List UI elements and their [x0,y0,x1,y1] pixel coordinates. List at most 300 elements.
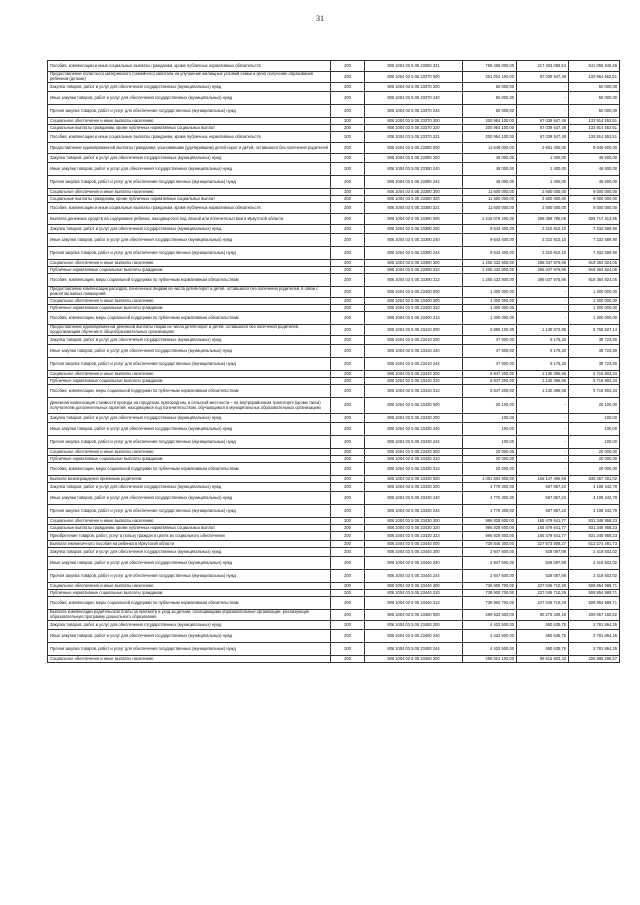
table-row [48,234,620,247]
name-cell: Пособия, компенсации и иные социальные выплаты гражданам, кроме публичных нормативных обязательств [48,61,331,72]
unexecuted-amount-cell: 7 332 589,90 [569,225,620,234]
name-cell: Пособия, компенсации и иные социальные выплаты гражданам, кроме публичных нормативных обязательств [48,132,331,143]
line-code-cell: 200 [331,189,365,196]
unexecuted-amount-cell: 4 108 442,78 [569,492,620,505]
executed-amount-cell: - [517,423,569,436]
executed-amount-cell: 9 176,20 [517,358,569,371]
unexecuted-amount-cell: 20 000,00 [569,449,620,456]
table-row [48,214,620,225]
classification-code-cell: 806 1004 03 5 05 23420 300 [365,449,463,456]
executed-amount-cell: 2 310 810,10 [517,247,569,260]
executed-amount-cell: 286 047 975,95 [517,274,569,287]
unexecuted-amount-cell: 9 000 000,00 [569,189,620,196]
classification-code-cell: 806 1004 03 5 05 23410 000 [365,325,463,336]
unexecuted-amount-cell: 5 716 803,34 [569,385,620,398]
unexecuted-amount-cell: 9 000 000,00 [569,203,620,214]
executed-amount-cell: 286 047 975,95 [517,267,569,274]
approved-amount-cell: 299 933 600,00 [463,610,517,621]
line-code-cell: 200 [331,630,365,643]
unexecuted-amount-cell: 3 781 864,25 [569,643,620,656]
line-code-cell: 200 [331,385,365,398]
executed-amount-cell: 165 479 641,77 [517,525,569,532]
unexecuted-amount-cell: 46 600,00 [569,163,620,176]
unexecuted-amount-cell: 46 600,00 [569,176,620,189]
table-row [48,532,620,541]
name-cell: Закупка товаров, работ и услуг для обеспечения государственных (муниципальных) нужд [48,154,331,163]
table-row [48,548,620,557]
executed-amount-cell: 528 097,98 [517,570,569,583]
approved-amount-cell: 1 300 000,00 [463,298,517,305]
table-row [48,371,620,378]
classification-code-cell: 806 1004 03 5 05 23450 244 [365,643,463,656]
table-row [48,518,620,525]
name-cell: Социальное обеспечение и иные выплаты населению [48,583,331,590]
executed-amount-cell: 650 635,75 [517,643,569,656]
unexecuted-amount-cell: 509 854 989,71 [569,583,620,590]
line-code-cell: 200 [331,225,365,234]
unexecuted-amount-cell: 5 716 803,34 [569,378,620,385]
executed-amount-cell: - [517,287,569,298]
line-code-cell: 200 [331,643,365,656]
executed-amount-cell: 9 176,20 [517,345,569,358]
classification-code-cell: 806 1004 03 5 05 23410 200 [365,336,463,345]
approved-amount-cell: 4 432 500,00 [463,630,517,643]
approved-amount-cell: 996 828 600,00 [463,518,517,525]
table-row [48,345,620,358]
classification-code-cell: 806 1004 03 5 05 23400 313 [365,312,463,325]
unexecuted-amount-cell: 831 348 958,23 [569,525,620,532]
unexecuted-amount-cell: 50 000,00 [569,83,620,92]
unexecuted-amount-cell: 7 332 589,90 [569,247,620,260]
line-code-cell: 200 [331,532,365,541]
classification-code-cell: 806 1004 03 5 05 23390 240 [365,234,463,247]
executed-amount-cell: - [517,305,569,312]
approved-amount-cell: 295 501 100,00 [463,656,517,663]
unexecuted-amount-cell: 919 384 824,05 [569,274,620,287]
executed-amount-cell: 227 573 808,27 [517,541,569,548]
classification-code-cell: 806 1004 03 5 05 23380 300 [365,189,463,196]
approved-amount-cell: 2 947 600,00 [463,548,517,557]
name-cell: Закупка товаров, работ и услуг для обеспечения государственных (муниципальных) нужд [48,83,331,92]
line-code-cell: 200 [331,61,365,72]
name-cell: Иные закупки товаров, работ и услуг для обеспечения государственных (муниципальных) нужд [48,630,331,643]
line-code-cell: 200 [331,505,365,518]
approved-amount-cell: 201 004 100,00 [463,72,517,83]
approved-amount-cell: 1 205 432 800,00 [463,267,517,274]
executed-amount-cell: - [517,105,569,118]
executed-amount-cell: 9 176,20 [517,336,569,345]
name-cell: Прочая закупка товаров, работ и услуг для обеспечения государственных (муниципальных) нужд [48,358,331,371]
classification-code-cell: 806 1004 03 5 05 23380 000 [365,143,463,154]
line-code-cell: 200 [331,234,365,247]
name-cell: Выплата денежных средств на содержание ребенка, находящегося под опекой или попечительством в Иркутской области [48,214,331,225]
line-code-cell: 200 [331,72,365,83]
table-row [48,196,620,203]
executed-amount-cell: - [517,298,569,305]
unexecuted-amount-cell: 5 755 527,14 [569,325,620,336]
line-code-cell: 200 [331,105,365,118]
name-cell: Социальные выплаты гражданам, кроме публичных нормативных социальных выплат [48,525,331,532]
line-code-cell: 200 [331,325,365,336]
name-cell: Социальное обеспечение и иные выплаты населению [48,656,331,663]
approved-amount-cell: 739 845 300,00 [463,541,517,548]
classification-code-cell: 806 1004 03 5 05 23380 320 [365,196,463,203]
classification-code-cell: 806 1004 03 5 05 23400 310 [365,305,463,312]
classification-code-cell: 806 1004 03 5 05 23450 300 [365,656,463,663]
executed-amount-cell: 1 130 396,66 [517,371,569,378]
name-cell: Социальное обеспечение и иные выплаты населению [48,298,331,305]
approved-amount-cell: 20 100,00 [463,398,517,414]
executed-amount-cell: 2 600 000,00 [517,196,569,203]
line-code-cell: 200 [331,298,365,305]
classification-code-cell: 806 1004 03 5 05 23370 200 [365,83,463,92]
table-row [48,557,620,570]
classification-code-cell: 806 1004 03 5 05 23440 300 [365,583,463,590]
line-code-cell: 200 [331,358,365,371]
unexecuted-amount-cell: 3 781 864,25 [569,621,620,630]
table-row [48,414,620,423]
unexecuted-amount-cell: 100,00 [569,423,620,436]
name-cell: Пособия, компенсации, меры социальной поддержки по публичным нормативным обязательствам [48,597,331,610]
line-code-cell: 200 [331,541,365,548]
line-code-cell: 200 [331,196,365,203]
unexecuted-amount-cell: 1 300 000,00 [569,305,620,312]
approved-amount-cell: 736 900 700,00 [463,597,517,610]
table-row [48,656,620,663]
line-code-cell: 200 [331,132,365,143]
name-cell: Закупка товаров, работ и услуг для обеспечения государственных (муниципальных) нужд [48,225,331,234]
name-cell: Предоставление областного материнского (семейного) капитала на улучшение жилищных условий семьи и (или) получение образования ребенком (детьми) [48,72,331,83]
executed-amount-cell: - [517,436,569,449]
name-cell: Предоставление единовременной выплаты гражданам, усыновившим (удочерившим) детей-сирот и детей, оставшихся без попечения родителей [48,143,331,154]
executed-amount-cell: 89 615 803,43 [517,656,569,663]
unexecuted-amount-cell: 20 100,00 [569,398,620,414]
classification-code-cell: 806 1004 03 5 05 23360 321 [365,61,463,72]
table-row [48,83,620,92]
classification-code-cell: 806 1004 03 5 05 23430 244 [365,505,463,518]
name-cell: Прочая закупка товаров, работ и услуг для обеспечения государственных (муниципальных) нужд [48,105,331,118]
line-code-cell: 200 [331,557,365,570]
approved-amount-cell: 1 300 000,00 [463,312,517,325]
classification-code-cell: 806 1004 03 5 05 23410 310 [365,378,463,385]
name-cell: Иные закупки товаров, работ и услуг для обеспечения государственных (муниципальных) нужд [48,557,331,570]
approved-amount-cell: 100,00 [463,423,517,436]
classification-code-cell: 806 1004 03 5 05 23440 000 [365,541,463,548]
unexecuted-amount-cell: 20 000,00 [569,463,620,476]
approved-amount-cell: 20 000,00 [463,463,517,476]
classification-code-cell: 806 1004 03 5 05 23430 323 [365,532,463,541]
table-row [48,630,620,643]
executed-amount-cell: 166 147 496,98 [517,476,569,483]
executed-amount-cell: 2 310 810,10 [517,225,569,234]
classification-code-cell: 806 1004 03 5 05 23430 320 [365,525,463,532]
approved-amount-cell: 11 600 000,00 [463,196,517,203]
line-code-cell: 200 [331,312,365,325]
name-cell: Закупка товаров, работ и услуг для обеспечения государственных (муниципальных) нужд [48,483,331,492]
name-cell: Публичные нормативные социальные выплаты гражданам [48,378,331,385]
unexecuted-amount-cell: 50 000,00 [569,105,620,118]
line-code-cell: 200 [331,203,365,214]
executed-amount-cell: 1 130 396,66 [517,385,569,398]
approved-amount-cell: 1 300 000,00 [463,287,517,298]
classification-code-cell: 806 1004 03 5 05 23450 200 [365,621,463,630]
unexecuted-amount-cell: 38 723,80 [569,336,620,345]
classification-code-cell: 806 1004 03 5 05 23370 300 [365,118,463,125]
executed-amount-cell: 2 601 400,00 [517,143,569,154]
approved-amount-cell: 100,00 [463,436,517,449]
unexecuted-amount-cell: 205 885 296,57 [569,656,620,663]
executed-amount-cell: 667 857,22 [517,505,569,518]
executed-amount-cell: 165 479 641,77 [517,532,569,541]
name-cell: Прочая закупка товаров, работ и услуг для обеспечения государственных (муниципальных) нужд [48,247,331,260]
name-cell: Пособия, компенсации, меры социальной поддержки по публичным нормативным обязательствам [48,463,331,476]
table-row [48,449,620,456]
executed-amount-cell: 2 600 000,00 [517,203,569,214]
classification-code-cell: 806 1004 03 5 05 23390 200 [365,225,463,234]
classification-code-cell: 806 1004 03 5 05 23420 000 [365,398,463,414]
table-row [48,61,620,72]
line-code-cell: 200 [331,125,365,132]
classification-code-cell: 806 1004 03 5 05 23370 321 [365,132,463,143]
approved-amount-cell: 100,00 [463,414,517,423]
unexecuted-amount-cell: 5 716 803,34 [569,371,620,378]
line-code-cell: 200 [331,176,365,189]
name-cell: Прочая закупка товаров, работ и услуг для обеспечения государственных (муниципальных) нужд [48,643,331,656]
unexecuted-amount-cell: 20 000,00 [569,456,620,463]
name-cell: Пособия, компенсации, меры социальной поддержки по публичным нормативным обязательствам [48,274,331,287]
executed-amount-cell: 67 039 547,49 [517,125,569,132]
name-cell: Прочая закупка товаров, работ и услуг для обеспечения государственных (муниципальных) нужд [48,436,331,449]
classification-code-cell: 806 1004 03 5 05 23410 300 [365,371,463,378]
approved-amount-cell: 996 828 600,00 [463,532,517,541]
name-cell: Иные закупки товаров, работ и услуг для обеспечения государственных (муниципальных) нужд [48,163,331,176]
table-row [48,398,620,414]
name-cell: Социальное обеспечение и иные выплаты населению [48,189,331,196]
executed-amount-cell: - [517,83,569,92]
executed-amount-cell: 667 857,22 [517,483,569,492]
unexecuted-amount-cell: 919 384 824,05 [569,267,620,274]
approved-amount-cell: 20 000,00 [463,449,517,456]
approved-amount-cell: 736 900 700,00 [463,583,517,590]
name-cell: Пособия, компенсации и иные социальные выплаты гражданам, кроме публичных нормативных обязательств [48,203,331,214]
approved-amount-cell: 200 954 100,00 [463,125,517,132]
approved-amount-cell: 4 432 500,00 [463,621,517,630]
classification-code-cell: 806 1004 03 5 05 23440 200 [365,548,463,557]
line-code-cell: 200 [331,621,365,630]
name-cell: Прочая закупка товаров, работ и услуг для обеспечения государственных (муниципальных) нужд [48,176,331,189]
unexecuted-amount-cell: 38 723,80 [569,345,620,358]
approved-amount-cell: 50 000,00 [463,83,517,92]
name-cell: Выплата компенсации родительской платы за присмотр и уход за детьми, посещающими образовательные организации, реализующие образовательную программу дошкольного образования [48,610,331,621]
executed-amount-cell: 528 097,98 [517,557,569,570]
name-cell: Социальное обеспечение и иные выплаты населению [48,260,331,267]
budget-execution-table [47,60,620,663]
name-cell: Прочая закупка товаров, работ и услуг для обеспечения государственных (муниципальных) нужд [48,570,331,583]
name-cell: Закупка товаров, работ и услуг для обеспечения государственных (муниципальных) нужд [48,336,331,345]
name-cell: Выплата вознаграждения приемным родителям [48,476,331,483]
classification-code-cell: 806 1004 03 5 05 23380 240 [365,163,463,176]
unexecuted-amount-cell: 831 348 958,23 [569,518,620,525]
line-code-cell: 200 [331,214,365,225]
classification-code-cell: 806 1004 03 5 05 23440 313 [365,597,463,610]
unexecuted-amount-cell: 509 854 989,71 [569,590,620,597]
table-row [48,385,620,398]
unexecuted-amount-cell: 4 108 442,78 [569,483,620,492]
name-cell: Социальное обеспечение и иные выплаты населению [48,518,331,525]
line-code-cell: 200 [331,656,365,663]
name-cell: Предоставление единовременной денежной выплаты лицам из числа детей-сирот и детей, оставшихся без попечения родителей, продолжающим обучение в общеобразовательных организациях [48,325,331,336]
line-code-cell: 200 [331,378,365,385]
line-code-cell: 200 [331,274,365,287]
table-row [48,312,620,325]
line-code-cell: 200 [331,336,365,345]
unexecuted-amount-cell: 46 600,00 [569,154,620,163]
table-row [48,118,620,125]
classification-code-cell: 806 1004 03 5 05 23390 313 [365,274,463,287]
line-code-cell: 200 [331,476,365,483]
table-row [48,525,620,532]
table-row [48,92,620,105]
classification-code-cell: 806 1004 03 5 05 23390 000 [365,214,463,225]
approved-amount-cell: 1 205 432 800,00 [463,274,517,287]
name-cell: Пособия, компенсации, меры социальной поддержки по публичным нормативным обязательствам [48,312,331,325]
approved-amount-cell: 48 000,00 [463,154,517,163]
classification-code-cell: 806 1004 03 5 05 23430 240 [365,492,463,505]
unexecuted-amount-cell: 3 781 864,25 [569,630,620,643]
classification-code-cell: 806 1004 03 5 05 23440 310 [365,590,463,597]
table-row [48,247,620,260]
line-code-cell: 200 [331,436,365,449]
line-code-cell: 200 [331,548,365,557]
table-row [48,621,620,630]
executed-amount-cell: 1 139 572,86 [517,325,569,336]
unexecuted-amount-cell: 2 419 502,02 [569,570,620,583]
classification-code-cell: 806 1004 03 5 05 23420 240 [365,423,463,436]
classification-code-cell: 806 1004 03 5 05 23380 200 [365,154,463,163]
name-cell: Закупка товаров, работ и услуг для обеспечения государственных (муниципальных) нужд [48,414,331,423]
table-row [48,541,620,548]
executed-amount-cell: 667 857,22 [517,492,569,505]
classification-code-cell: 806 1004 03 5 05 23420 244 [365,436,463,449]
classification-code-cell: 806 1004 03 5 05 23420 310 [365,456,463,463]
line-code-cell: 200 [331,423,365,436]
executed-amount-cell: - [517,463,569,476]
approved-amount-cell: 2 947 600,00 [463,557,517,570]
line-code-cell: 200 [331,260,365,267]
executed-amount-cell: 227 045 710,29 [517,597,569,610]
name-cell: Иные закупки товаров, работ и услуг для обеспечения государственных (муниципальных) нужд [48,423,331,436]
approved-amount-cell: 1 215 076 200,00 [463,214,517,225]
unexecuted-amount-cell: 509 854 989,71 [569,597,620,610]
line-code-cell: 200 [331,83,365,92]
executed-amount-cell: - [517,449,569,456]
table-row [48,643,620,656]
table-row [48,492,620,505]
name-cell: Публичные нормативные социальные выплаты гражданам [48,305,331,312]
approved-amount-cell: 50 000,00 [463,92,517,105]
approved-amount-cell: 6 847 200,00 [463,371,517,378]
executed-amount-cell: - [517,414,569,423]
classification-code-cell: 806 1004 03 5 05 23390 310 [365,267,463,274]
table-row [48,597,620,610]
executed-amount-cell: 650 635,75 [517,630,569,643]
name-cell: Предоставление компенсации расходов, понесенных лицами из числа детей-сирот и детей, оставшихся без попечения родителей, в связи с ремонтом жилых помещений [48,287,331,298]
approved-amount-cell: 9 643 400,00 [463,234,517,247]
table-row [48,325,620,336]
executed-amount-cell: 217 403 059,54 [517,61,569,72]
unexecuted-amount-cell: 831 348 958,23 [569,532,620,541]
unexecuted-amount-cell: 100,00 [569,436,620,449]
unexecuted-amount-cell: 919 384 824,05 [569,260,620,267]
name-cell: Социальные выплаты гражданам, кроме публичных нормативных социальных выплат [48,196,331,203]
table-body [48,61,620,663]
approved-amount-cell: 2 947 600,00 [463,570,517,583]
table-row [48,463,620,476]
table-row [48,476,620,483]
table-row [48,610,620,621]
classification-code-cell: 806 1004 03 5 05 23370 244 [365,105,463,118]
classification-code-cell: 806 1004 03 5 05 23400 300 [365,298,463,305]
name-cell: Социальные выплаты гражданам, кроме публичных нормативных социальных выплат [48,125,331,132]
line-code-cell: 200 [331,247,365,260]
table-row [48,436,620,449]
table-row [48,483,620,492]
name-cell: Социальное обеспечение и иные выплаты населению [48,371,331,378]
name-cell: Закупка товаров, работ и услуг для обеспечения государственных (муниципальных) нужд [48,548,331,557]
unexecuted-amount-cell: 9 046 600,00 [569,143,620,154]
line-code-cell: 200 [331,118,365,125]
approved-amount-cell: 736 900 700,00 [463,590,517,597]
line-code-cell: 200 [331,92,365,105]
line-code-cell: 200 [331,154,365,163]
approved-amount-cell: 9 643 400,00 [463,247,517,260]
classification-code-cell: 806 1004 03 5 05 23420 200 [365,414,463,423]
name-cell: Прочая закупка товаров, работ и услуг для обеспечения государственных (муниципальных) нужд [48,505,331,518]
approved-amount-cell: 47 900,00 [463,336,517,345]
approved-amount-cell: 4 776 300,00 [463,505,517,518]
table-row [48,176,620,189]
unexecuted-amount-cell: 1 300 000,00 [569,298,620,305]
approved-amount-cell: 1 001 604 900,00 [463,476,517,483]
executed-amount-cell: 286 047 975,95 [517,260,569,267]
name-cell: Публичные нормативные социальные выплаты гражданам [48,267,331,274]
classification-code-cell: 806 1004 03 5 05 23380 244 [365,176,463,189]
table-row [48,570,620,583]
name-cell: Публичные нормативные социальные выплаты гражданам [48,456,331,463]
classification-code-cell: 806 1004 03 5 05 23450 240 [365,630,463,643]
executed-amount-cell: 67 039 547,49 [517,118,569,125]
table-row [48,305,620,312]
page-number: 31 [316,14,324,23]
table-row [48,505,620,518]
unexecuted-amount-cell: 1 300 000,00 [569,312,620,325]
unexecuted-amount-cell: 38 723,80 [569,358,620,371]
unexecuted-amount-cell: 512 274 491,73 [569,541,620,548]
classification-code-cell: 806 1004 03 5 05 23440 240 [365,557,463,570]
approved-amount-cell: 48 000,00 [463,176,517,189]
approved-amount-cell: 11 648 000,00 [463,143,517,154]
name-cell: Публичные нормативные социальные выплаты гражданам [48,590,331,597]
line-code-cell: 200 [331,143,365,154]
approved-amount-cell: 20 000,00 [463,456,517,463]
line-code-cell: 200 [331,287,365,298]
table-row [48,143,620,154]
name-cell: Иные закупки товаров, работ и услуг для обеспечения государственных (муниципальных) нужд [48,234,331,247]
approved-amount-cell: 200 954 100,00 [463,132,517,143]
executed-amount-cell: 1 400,00 [517,154,569,163]
line-code-cell: 200 [331,492,365,505]
name-cell: Пособия, компенсации, меры социальной поддержки по публичным нормативным обязательствам [48,385,331,398]
